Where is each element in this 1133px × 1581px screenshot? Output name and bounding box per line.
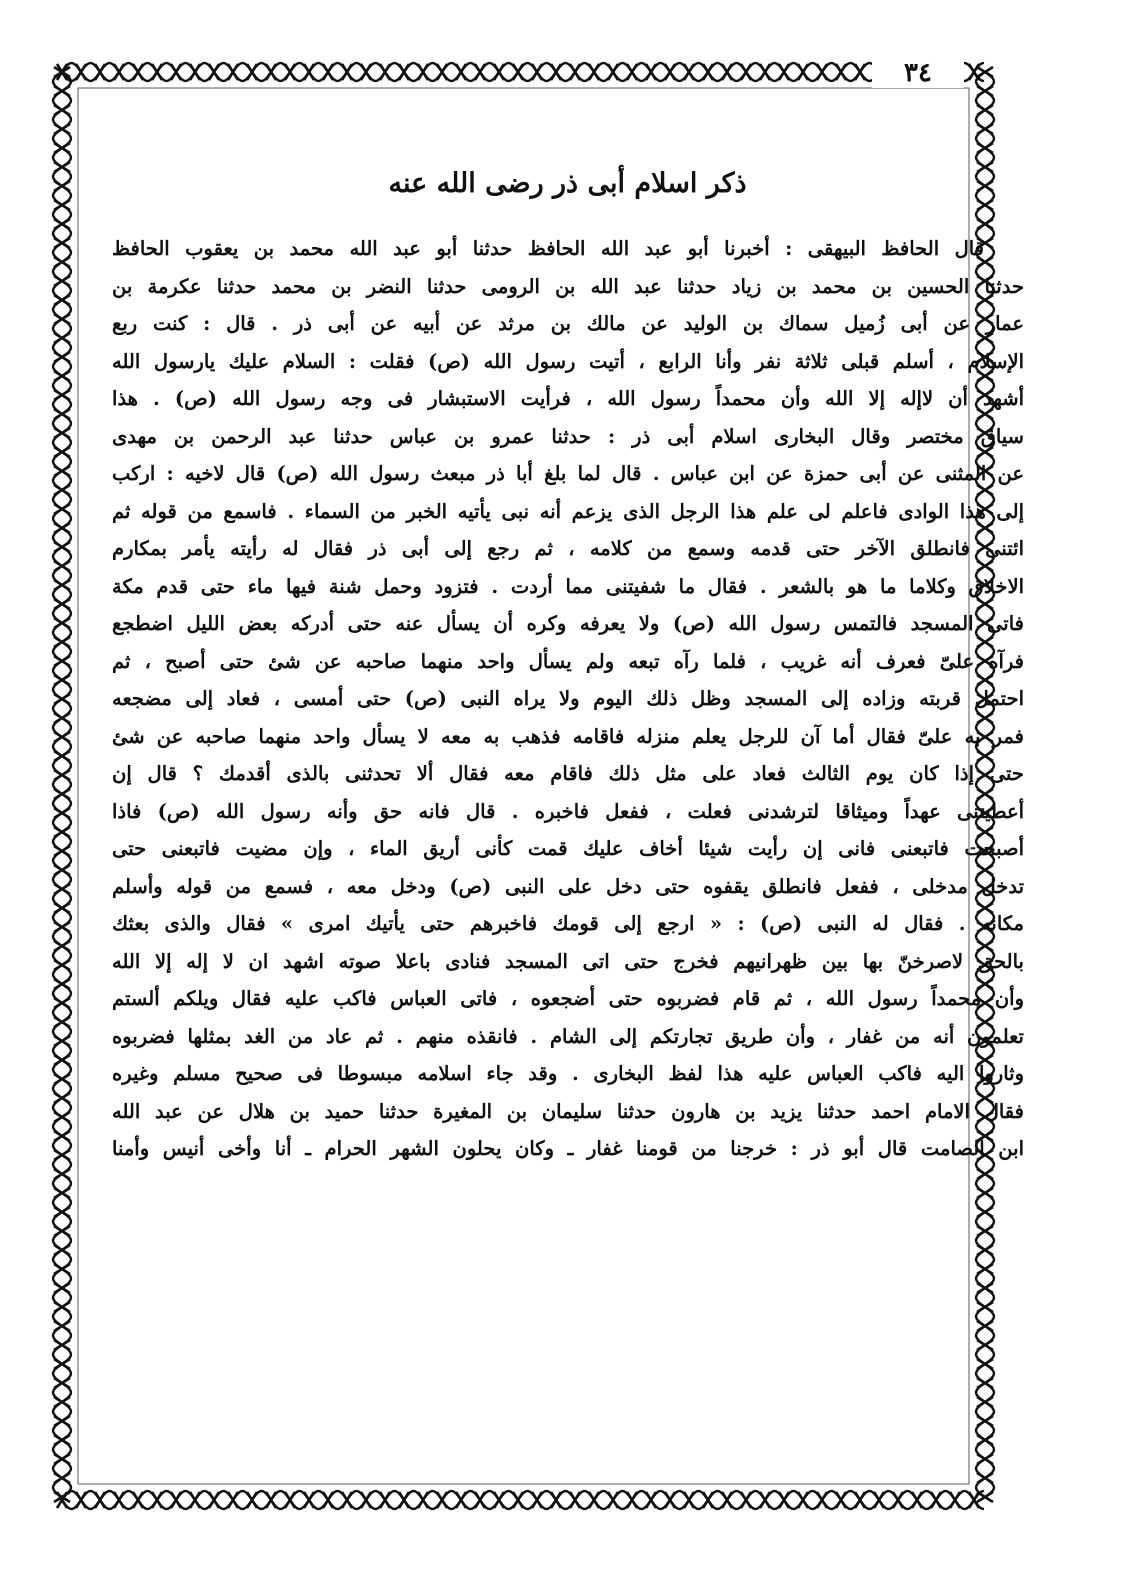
text-line: قال الحافظ البيهقى : أخبرنا أبو عبد الله الحافظ حدثنا أبو عبد الله محمد بن يعقوب الحافظ [112, 237, 984, 260]
text-line: وثاروا اليه فاكب العباس عليه هذا لفظ البخارى . وقد جاء اسلامه مبسوطا فى صحيح مسلم وغيره [112, 1062, 1024, 1085]
text-line: الاخلاق وكلاما ما هو بالشعر . فقال ما شفيتنى مما أردت . فتزود وحمل شنة فيها ماء حتى قدم مكة [112, 574, 1024, 598]
text-line: فاتى المسجد فالتمس رسول الله (ص) ولا يعرفه وكره أن يسأل عنه حتى أدركه بعض الليل اضطجع [112, 612, 1024, 635]
text-line: ابن الصامت قال أبو ذر : خرجنا من قومنا غفار ـ وكان يحلون الشهر الحرام ـ أنا وأخى أنيس وأمنا [112, 1137, 1024, 1160]
page-number: ٣٤ [872, 58, 964, 88]
text-line: أصبحت فاتبعنى فانى إن رأيت شيئا أخاف عليك قمت كأنى أريق الماء ، وإن مضيت فاتبعنى حتى [112, 837, 1024, 860]
text-line: تدخل مدخلى ، ففعل فانطلق يقفوه حتى دخل على النبى (ص) ودخل معه ، فسمع من قوله وأسلم [112, 874, 1024, 898]
text-line: تعلمون أنه من غفار ، وأن طريق تجارتكم إلى الشام . فانقذه منهم . ثم عاد من الغد بمثلها فضربوه [112, 1024, 1024, 1048]
body-text [112, 230, 1024, 1168]
text-line: احتمل قربته وزاده إلى المسجد وظل ذلك اليوم ولا يراه النبى (ص) حتى أمسى ، فعاد إلى مضجعه [112, 687, 1024, 710]
text-line: بالحق لاصرخنّ بها بين ظهرانيهم فخرج حتى اتى المسجد فنادى باعلا صوته اشهد ان لا إله إلا الله [112, 949, 1024, 973]
text-line: فمر به علىّ فقال أما آن للرجل يعلم منزله فاقامه فذهب به معه لا يسأل واحد منهما صاحبه عن شئ [112, 724, 1024, 748]
text-line: فرآه علىّ فعرف أنه غريب ، فلما رآه تبعه ولم يسأل واحد منهما صاحبه عن شئ حتى أصبح ، ثم [112, 649, 1024, 673]
text-line: مكانه . فقال له النبى (ص) : « ارجع إلى قومك فاخبرهم حتى يأتيك امرى » فقال والذى بعثك [112, 912, 1024, 935]
text-line: عن المثنى عن أبى حمزة عن ابن عباس . قال لما بلغ أبا ذر مبعث رسول الله (ص) قال لاخيه : اركب [112, 462, 1024, 485]
text-line: أعطيتنى عهداً وميثاقا لترشدنى فعلت ، ففعل فاخبره . قال فانه حق وأنه رسول الله (ص) فاذا [112, 799, 1024, 823]
text-line: ائتنى فانطلق الآخر حتى قدمه وسمع من كلامه ، ثم رجع إلى أبى ذر فقال له رأيته يأمر بمكارم [112, 537, 1024, 560]
text-line: حدثنا الحسين بن محمد بن زياد حدثنا عبد الله بن الرومى حدثنا النضر بن محمد حدثنا عكرمة بن [112, 274, 1024, 298]
text-line: حتى إذا كان يوم الثالث فعاد على مثل ذلك فاقام معه فقال ألا تحدثنى بالذى أقدمك ؟ قال إن [112, 762, 1024, 785]
text-line: أشهد أن لاإله إلا الله وأن محمداً رسول الله ، فرأيت الاستبشار فى وجه رسول الله (ص) . هذا [112, 387, 1024, 410]
text-line: سياق مختصر وقال البخارى اسلام أبى ذر : حدثنا عمرو بن عباس حدثنا عبد الرحمن بن مهدى [112, 424, 1024, 448]
chapter-title: ذكر اسلام أبى ذر رضى الله عنه [388, 168, 747, 199]
text-line: عمار عن أبى زُميل سماك بن الوليد عن مالك بن مرثد عن أبيه عن أبى ذر . قال : كنت ربع [112, 312, 1024, 335]
text-line: إلى هذا الوادى فاعلم لى علم هذا الرجل الذى يزعم أنه نبى يأتيه الخبر من السماء . فاسمع من قوله ثم [112, 499, 1024, 523]
text-line: الإسلام ، أسلم قبلى ثلاثة نفر وأنا الرابع ، أتيت رسول الله (ص) فقلت : السلام عليك يارسول الله [112, 349, 1024, 373]
text-line: وأن محمداً رسول الله ، ثم قام فضربوه حتى أضجعوه ، فاتى العباس فاكب عليه فقال ويلكم ألستم [112, 987, 1024, 1010]
text-line: فقال الامام احمد حدثنا يزيد بن هارون حدثنا سليمان بن المغيرة حدثنا حميد بن هلال عن عبد الله [112, 1099, 1024, 1123]
